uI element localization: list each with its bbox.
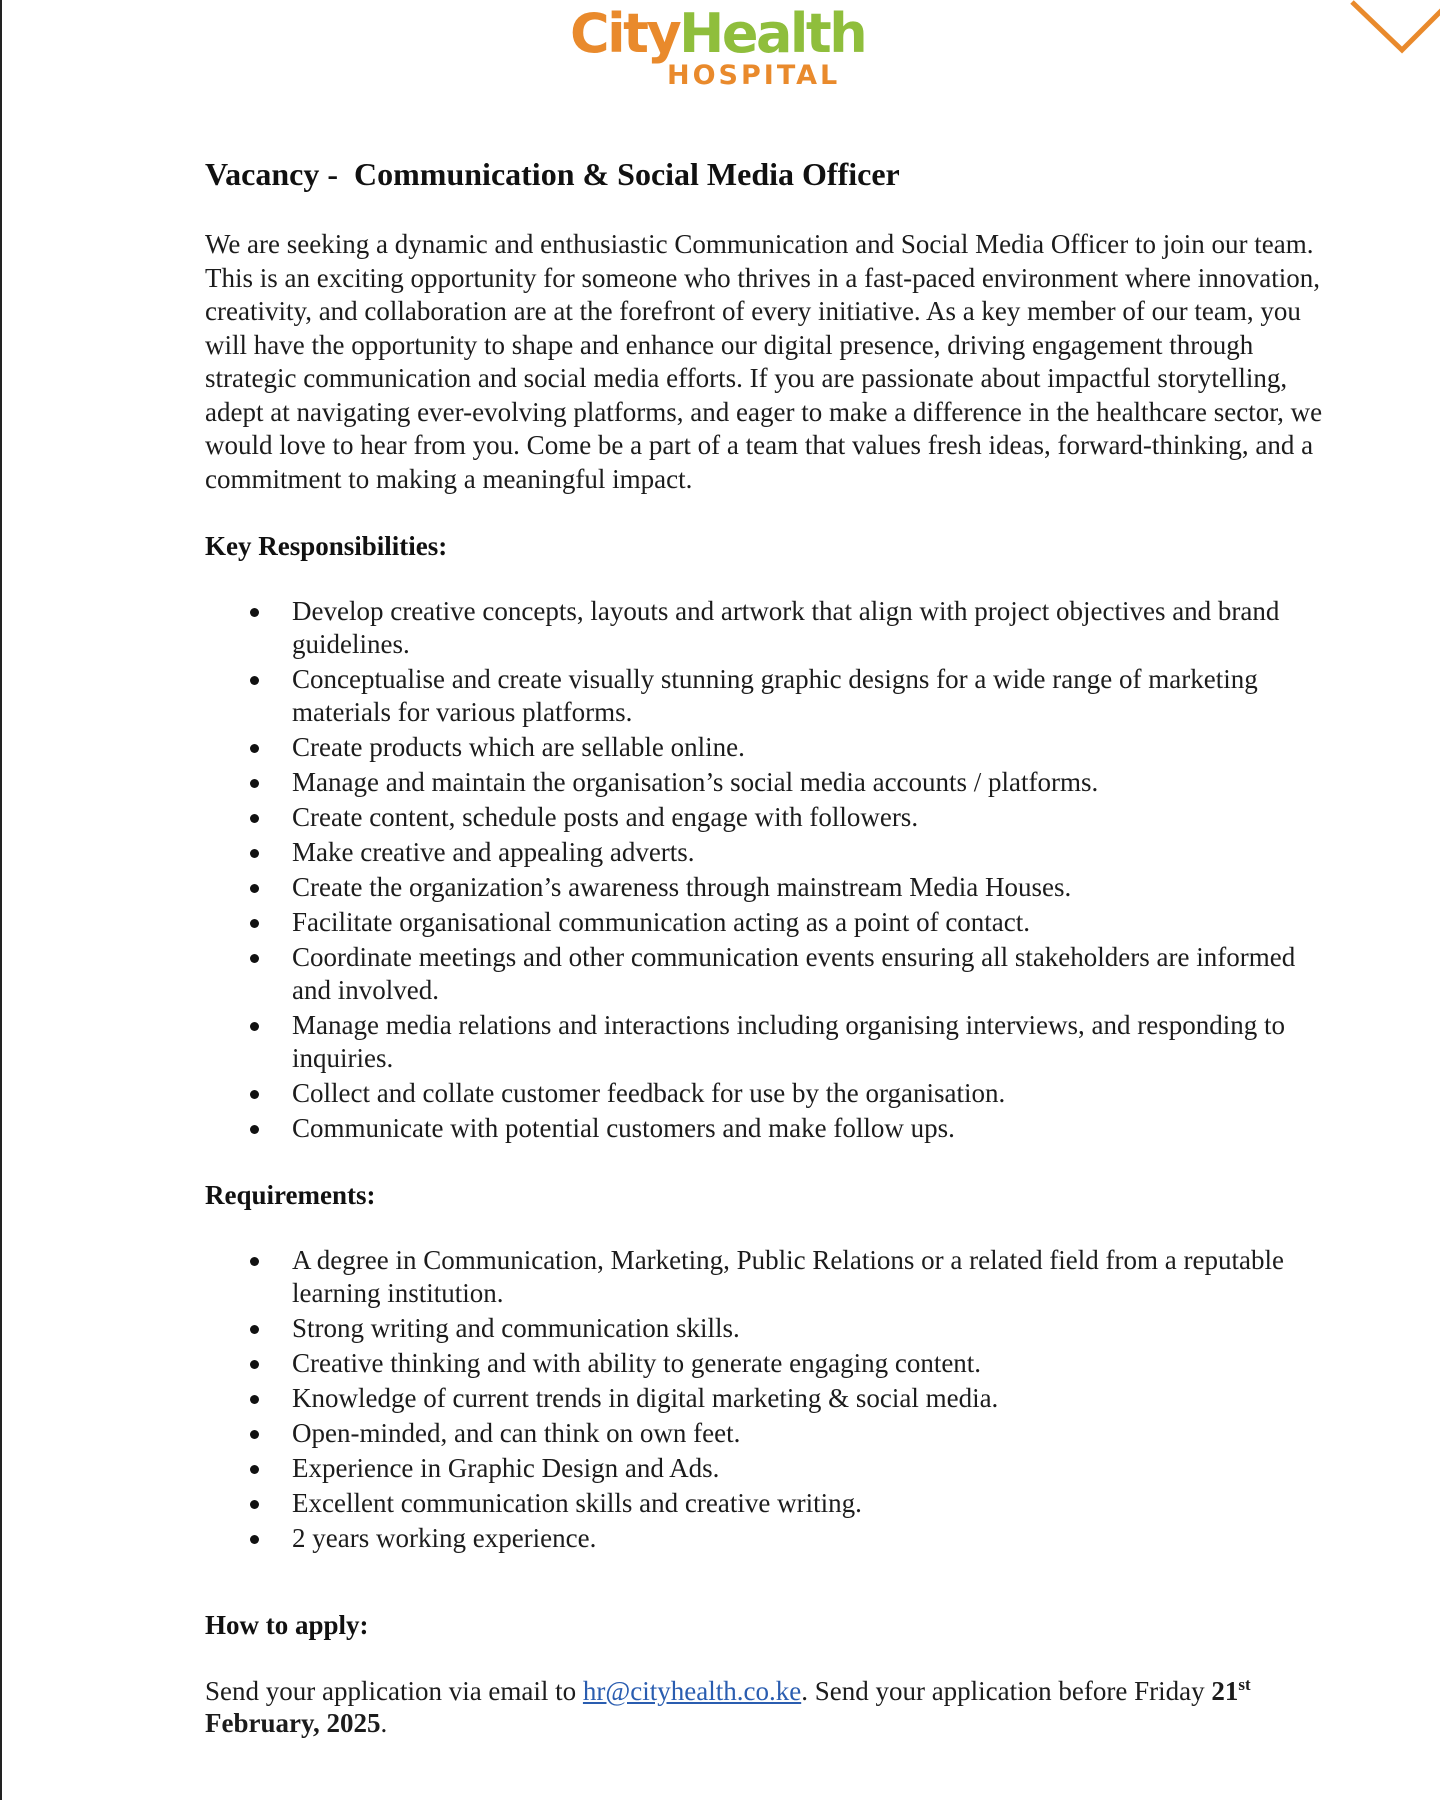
- bullet-icon: [250, 608, 259, 617]
- intro-paragraph: We are seeking a dynamic and enthusiastic Communication and Social Media Officer to join our team. This is an exciting opportunity for someone who thrives in a fast-paced environment where innovation, creativity, and collaboration are at the forefront of every initiative. As a key member of our team, you will have the opportunity to shape and enhance our digital presence, driving engagement through strategic communication and social media efforts. If you are passionate about impactful storytelling, adept at navigating ever-evolving platforms, and eager to make a difference in the healthcare sector, we would love to hear from you. Come be a part of a team that values fresh ideas, forward-thinking, and a commitment to making a meaningful impact.: [205, 229, 1323, 494]
- bullet-icon: [250, 814, 259, 823]
- apply-end: .: [380, 1708, 388, 1738]
- list-item: [205, 1312, 1335, 1345]
- bullet-icon: [250, 1022, 259, 1031]
- apply-text-after: . Send your application before Friday: [801, 1676, 1212, 1706]
- list-item: [205, 595, 1335, 661]
- list-item: [205, 663, 1335, 729]
- bullet-icon: [250, 1325, 259, 1334]
- list-item: [205, 1522, 1335, 1555]
- list-item-text: A degree in Communication, Marketing, Public Relations or a related field from a reputable learning institution.: [292, 1245, 1284, 1308]
- list-item-text: Open-minded, and can think on own feet.: [292, 1418, 741, 1448]
- bullet-icon: [250, 1090, 259, 1099]
- apply-instructions: [205, 1675, 1335, 1739]
- list-item: [205, 941, 1335, 1007]
- bullet-icon: [250, 1500, 259, 1509]
- list-item-text: Knowledge of current trends in digital marketing & social media.: [292, 1383, 999, 1413]
- list-item-text: Excellent communication skills and creative writing.: [292, 1488, 862, 1518]
- logo-city-text: City: [570, 2, 680, 65]
- list-item: [205, 1417, 1335, 1450]
- bullet-icon: [250, 676, 259, 685]
- deadline-month-year: February, 2025: [205, 1708, 381, 1738]
- list-item: [205, 906, 1335, 939]
- list-item: [205, 1452, 1335, 1485]
- list-item-text: Make creative and appealing adverts.: [292, 837, 695, 867]
- requirements-heading: Requirements:: [205, 1180, 376, 1210]
- vacancy-document: [205, 150, 1335, 1739]
- bullet-icon: [250, 954, 259, 963]
- list-item: [205, 766, 1335, 799]
- bullet-icon: [250, 919, 259, 928]
- bullet-icon: [250, 1465, 259, 1474]
- requirements-list: [205, 1244, 1335, 1555]
- list-item: [205, 1077, 1335, 1110]
- list-item-text: 2 years working experience.: [292, 1523, 597, 1553]
- list-item: [205, 1009, 1335, 1075]
- list-item-text: Creative thinking and with ability to generate engaging content.: [292, 1348, 982, 1378]
- deadline-day: 21: [1211, 1676, 1239, 1706]
- list-item: [205, 1112, 1335, 1145]
- responsibilities-list: [205, 595, 1335, 1145]
- list-item-text: Facilitate organisational communication acting as a point of contact.: [292, 907, 1031, 937]
- logo-wordmark: [570, 2, 865, 66]
- bullet-icon: [250, 1125, 259, 1134]
- list-item: [205, 1347, 1335, 1380]
- bullet-icon: [250, 884, 259, 893]
- logo-hospital-text: HOSPITAL: [667, 60, 841, 91]
- list-item: [205, 1382, 1335, 1415]
- deadline-ordinal: st: [1238, 1675, 1251, 1694]
- list-item: [205, 1487, 1335, 1520]
- list-item-text: Create content, schedule posts and engage with followers.: [292, 802, 919, 832]
- email-link[interactable]: hr@cityhealth.co.ke: [582, 1676, 802, 1706]
- bullet-icon: [250, 849, 259, 858]
- list-item-text: Create products which are sellable online.: [292, 732, 745, 762]
- list-item-text: Manage media relations and interactions including organising interviews, and responding to inquiries.: [292, 1010, 1286, 1073]
- bullet-icon: [250, 1535, 259, 1544]
- list-item-text: Manage and maintain the organisation’s social media accounts / platforms.: [292, 767, 1099, 797]
- bullet-icon: [250, 744, 259, 753]
- list-item-text: Create the organization’s awareness through mainstream Media Houses.: [292, 872, 1072, 902]
- list-item-text: Develop creative concepts, layouts and artwork that align with project objectives and brand guidelines.: [292, 596, 1280, 659]
- list-item-text: Experience in Graphic Design and Ads.: [292, 1453, 720, 1483]
- list-item: [205, 731, 1335, 764]
- cityhealth-hospital-logo: [570, 2, 866, 94]
- list-item-text: Collect and collate customer feedback for use by the organisation.: [292, 1078, 1006, 1108]
- list-item-text: Communicate with potential customers and make follow ups.: [292, 1113, 955, 1143]
- bullet-icon: [250, 1257, 259, 1266]
- chevron-down-icon: [1320, 0, 1440, 70]
- page-edge-border: [0, 0, 2, 1800]
- bullet-icon: [250, 1395, 259, 1404]
- list-item: [205, 871, 1335, 904]
- list-item: [205, 1244, 1335, 1310]
- apply-text-before: Send your application via email to: [205, 1676, 583, 1706]
- how-to-apply-heading: How to apply:: [205, 1610, 369, 1640]
- list-item: [205, 836, 1335, 869]
- responsibilities-heading: Key Responsibilities:: [205, 531, 448, 561]
- list-item-text: Conceptualise and create visually stunning graphic designs for a wide range of marketing materials for various platforms.: [292, 664, 1258, 727]
- bullet-icon: [250, 779, 259, 788]
- bullet-icon: [250, 1360, 259, 1369]
- logo-health-text: Health: [679, 2, 866, 65]
- list-item-text: Coordinate meetings and other communication events ensuring all stakeholders are informed and involved.: [292, 942, 1296, 1005]
- bullet-icon: [250, 1430, 259, 1439]
- list-item: [205, 801, 1335, 834]
- list-item-text: Strong writing and communication skills.: [292, 1313, 740, 1343]
- vacancy-title: Vacancy - Communication & Social Media Officer: [205, 156, 900, 192]
